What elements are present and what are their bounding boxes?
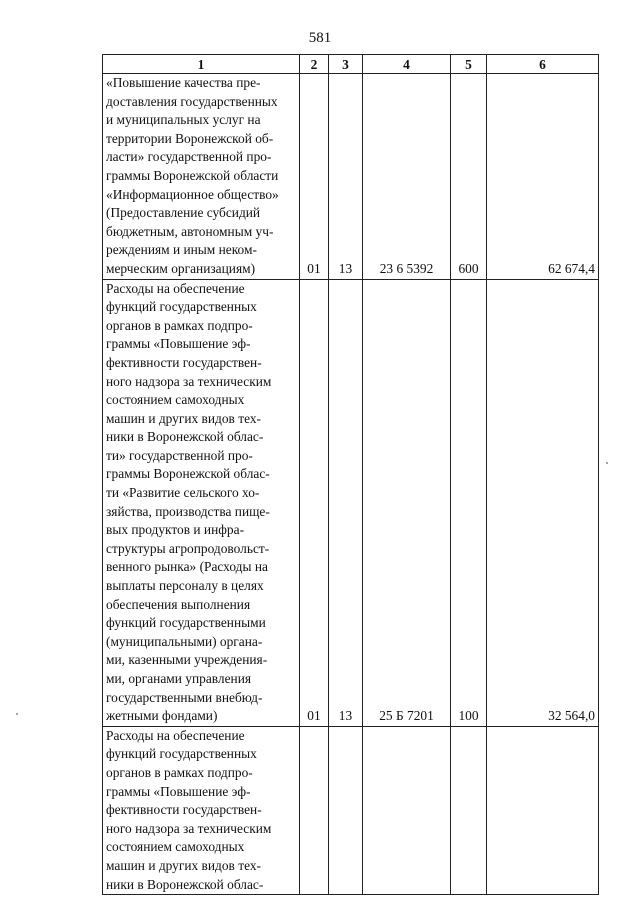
- row-target-article: 25 Б 7201: [363, 279, 451, 726]
- row-subsection-code: 13: [329, 279, 363, 726]
- budget-table: [102, 54, 599, 895]
- row-section-code: [300, 726, 329, 894]
- header-col-6: 6: [487, 55, 599, 74]
- table-row: [103, 726, 599, 894]
- scan-speck: [606, 462, 608, 464]
- row-subsection-code: [329, 726, 363, 894]
- row-amount: 32 564,0: [487, 279, 599, 726]
- row-section-code: 01: [300, 74, 329, 280]
- row-target-article: 23 6 5392: [363, 74, 451, 280]
- row-expense-type: 600: [451, 74, 487, 280]
- row-section-code: 01: [300, 279, 329, 726]
- row-expense-type: [451, 726, 487, 894]
- header-col-1: 1: [103, 55, 300, 74]
- table-row: [103, 74, 599, 280]
- row-expense-type: 100: [451, 279, 487, 726]
- header-row: [103, 55, 599, 74]
- row-target-article: [363, 726, 451, 894]
- row-description: «Повышение качества пре- доставления государственных и муниципальных услуг на территории Воронежской об- ласти» государственной про- граммы Воронежской области «Информационное общество» (Предоставление субсидий бюджетным, автономным уч- реждениям и иным неком- мерческим организациям): [103, 74, 300, 280]
- page-number: 581: [308, 30, 332, 46]
- table-row: [103, 279, 599, 726]
- header-col-2: 2: [300, 55, 329, 74]
- header-col-5: 5: [451, 55, 487, 74]
- scan-speck: [16, 713, 18, 715]
- row-amount: 62 674,4: [487, 74, 599, 280]
- row-amount: [487, 726, 599, 894]
- row-description: Расходы на обеспечение функций государственных органов в рамках подпро- граммы «Повышение эф- фективности государствен- ного надзора за техническим состоянием самоходных машин и других видов тех- ники в Воронежской облас-: [103, 726, 300, 894]
- row-description: Расходы на обеспечение функций государственных органов в рамках подпро- граммы «Повышение эф- фективности государствен- ного надзора за техническим состоянием самоходных машин и других видов тех- ники в Воронежской облас- ти» государственной про- граммы Воронежской облас- ти «Развитие сельского хо- зяйства, производства пище- вых продуктов и инфра- структуры агропродовольст- венного рынка» (Расходы на выплаты персоналу в целях обеспечения выполнения функций государственными (муниципальными) органа- ми, казенными учреждения- ми, органами управления государственными внебюд- жетными фондами): [103, 279, 300, 726]
- header-col-4: 4: [363, 55, 451, 74]
- header-col-3: 3: [329, 55, 363, 74]
- row-subsection-code: 13: [329, 74, 363, 280]
